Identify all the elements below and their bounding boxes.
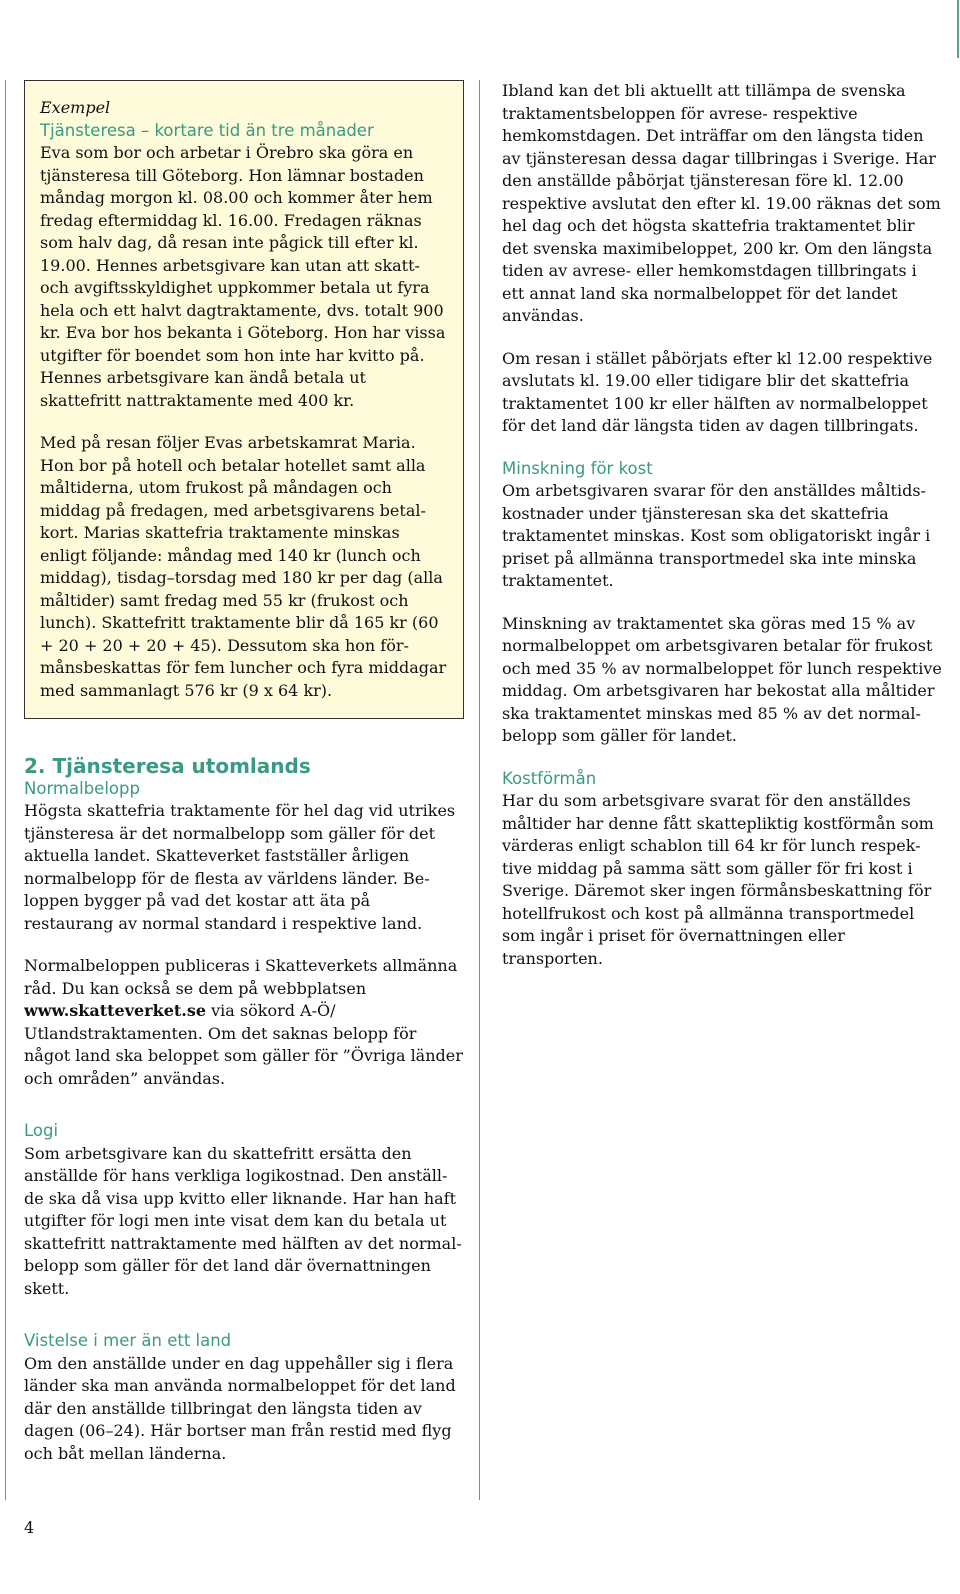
example-title: Tjänsteresa – kortare tid än tre månader — [40, 120, 374, 140]
left-column — [24, 80, 464, 1465]
heading-minskning: Minskning för kost — [502, 458, 653, 478]
example-box — [24, 80, 464, 719]
right-paragraph-2: Om resan i stället påbörjats efter kl 12.00 respektive avslutats kl. 19.00 eller tidigare blir det skattefria traktamentet 100 kr eller hälften av normalbeloppet för det land där längsta tiden av dagen tillbringats. — [502, 348, 933, 435]
section-heading-abroad: 2. Tjänsteresa utomlands — [24, 754, 311, 778]
normalbelopp-paragraph-1: Högsta skattefria traktamente för hel dag vid utrikes tjänsteresa är det normalbelopp som gäller för det aktuella landet. Skatteverket fastställer årligen normalbelopp för de flesta av världens länder. Be- loppen bygger på vad det kostar att äta på restaurang av normal standard i respektive land. — [24, 801, 456, 933]
left-margin-rule — [5, 80, 6, 1500]
column-divider-rule — [479, 80, 480, 1500]
example-paragraph-2: Med på resan följer Evas arbetskamrat Maria. Hon bor på hotell och betalar hotellet samt alla måltiderna, utom frukost på måndagen och middag på fredagen, med arbetsgivarens betal- kort. Marias skattefria traktamente minskas enligt följande: måndag med 140 kr (lunch och middag), tisdag–torsdag med 180 kr per dag (alla måltider) samt fredag med 55 kr (frukost och lunch). Skattefritt traktamente blir då 165 kr (60 + 20 + 20 + 20 + 45). Dessutom ska hon för- månsbeskattas för fem luncher och fyra middagar med sammanlagt 576 kr (9 x 64 kr). — [40, 433, 447, 700]
example-label: Exempel — [40, 98, 111, 117]
page-number: 4 — [24, 1518, 35, 1537]
kostformon-paragraph: Har du som arbetsgivare svarat för den anställdes måltider har denne fått skattepliktig kostförmån som värderas enligt schablon till 64 kr för lunch respek- tive middag på samma sätt som gäller för fri kost i Sverige. Däremot sker ingen förmånsbeskattning för hotellfrukost och kost på allmänna transportmedel som ingår i priset för övernattningen eller transporten. — [502, 791, 934, 968]
right-column — [502, 80, 942, 970]
example-paragraph-1: Eva som bor och arbetar i Örebro ska göra en tjänsteresa till Göteborg. Hon lämnar bostaden måndag morgon kl. 08.00 och kommer åter hem fredag eftermiddag kl. 16.00. Fredagen räknas som halv dag, då resan inte pågick till efter kl. 19.00. Hennes arbetsgivare kan utan att skatt- och avgiftsskyldighet uppkommer betala ut fyra hela och ett halvt dagtraktamente, dvs. totalt 900 kr. Eva bor hos bekanta i Göteborg. Hon har vissa utgifter för boendet som hon inte har kvitto på. Hennes arbetsgivare kan ändå betala ut skattefritt nattraktamente med 400 kr. — [40, 143, 446, 410]
logi-paragraph: Som arbetsgivare kan du skattefritt ersätta den anställde för hans verkliga logikostnad. Den anställ- de ska då visa upp kvitto eller liknande. Har han haft utgifter för logi men inte visat dem kan du betala ut skattefritt nattraktamente med hälften av det normal- belopp som gäller för det land där övernattningen skett. — [24, 1143, 462, 1298]
normalbelopp-text-b: via sökord A-Ö/ Utlandstraktamenten. Om det saknas belopp för något land ska beloppet som gäller för ”Övriga länder och områden” användas. — [24, 1001, 463, 1088]
normalbelopp-paragraph-2 — [24, 955, 464, 1090]
minskning-paragraph-2: Minskning av traktamentet ska göras med 15 % av normalbeloppet om arbetsgivaren betalar för frukost och med 35 % av normalbeloppet för lunch respektive middag. Om arbetsgivaren har bekostat alla måltider ska traktamentet minskas med 85 % av det normal- belopp som gäller för landet. — [502, 613, 942, 745]
heading-logi: Logi — [24, 1121, 59, 1140]
heading-kostformon: Kostförmån — [502, 768, 597, 788]
normalbelopp-text-a: Normalbeloppen publiceras i Skatteverkets allmänna råd. Du kan också se dem på webbplatsen — [24, 956, 458, 998]
skatteverket-link[interactable]: www.skatteverket.se — [24, 1001, 207, 1020]
heading-vistelse: Vistelse i mer än ett land — [24, 1331, 232, 1350]
vistelse-paragraph: Om den anställde under en dag uppehåller sig i flera länder ska man använda normalbeloppet för det land där den anställde tillbringat den längsta tiden av dagen (06–24). Här bortser man från restid med flyg och båt mellan länderna. — [24, 1353, 456, 1463]
right-edge-rule — [957, 0, 959, 58]
right-paragraph-1: Ibland kan det bli aktuellt att tillämpa de svenska traktamentsbeloppen för avrese- respektive hemkomstdagen. Det inträffar om den längsta tiden av tjänsteresan dessa dagar tillbringas i Sverige. Har den anställde påbörjat tjänsteresan före kl. 12.00 respektive avslutat den efter kl. 19.00 räknas det som hel dag och det högsta skattefria traktamentet blir det svenska maximibeloppet, 200 kr. Om den längsta tiden av avrese- eller hemkomstdagen tillbringats i ett annat land ska normalbeloppet för det landet användas. — [502, 81, 941, 325]
heading-normalbelopp: Normalbelopp — [24, 778, 140, 798]
minskning-paragraph-1: Om arbetsgivaren svarar för den anställdes måltids- kostnader under tjänsteresan ska det skattefria traktamentet minskas. Kost som obligatoriskt ingår i priset på allmänna transportmedel ska inte minska traktamentet. — [502, 481, 931, 590]
